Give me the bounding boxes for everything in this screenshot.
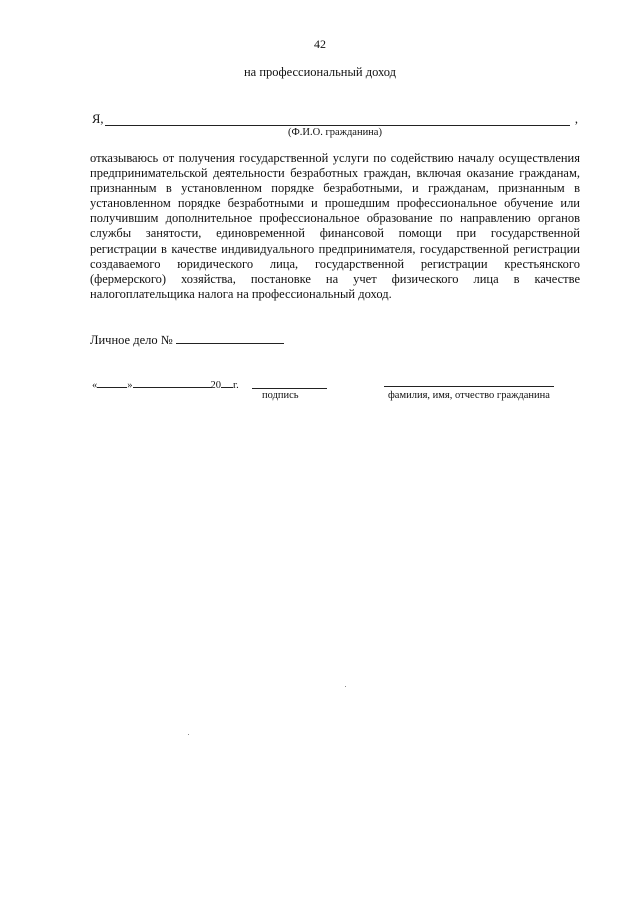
scan-speck [188,734,189,735]
year-prefix: 20 [210,380,221,391]
name-fill-line [92,112,578,128]
name-prefix: Я, [92,112,104,126]
page-number: 42 [314,37,326,51]
signature-underline [252,388,327,389]
day-underline [97,377,127,388]
year-underline [221,377,233,388]
fullname-caption: фамилия, имя, отчество гражданина [388,390,550,401]
fio-caption: (Ф.И.О. гражданина) [288,127,382,138]
personal-case-line [90,333,284,348]
scan-speck [345,686,346,687]
date-line [92,377,239,391]
date-open-quote: « [92,380,98,391]
statement-body: отказываюсь от получения государственной услуги по содействию началу осуществления предпринимательской деятельности безработных граждан, включая оказание гражданам, признанным в установленном порядке безработными, и гражданам, признанным в установленном порядке безработными и прошедшим профессиональное обучение или получившим дополнительное профессиональное образование по направлению органов службы занятости, единовременной финансовой помощи при государственной регистрации в качестве индивидуального предпринимателя, государственной регистрации создаваемого юридического лица, государственной регистрации крестьянского (фермерского) хозяйства, постановке на учет физического лица в качестве налогоплательщика налога на профессиональный доход. [90,151,580,301]
fullname-underline [384,386,554,387]
personal-case-label: Личное дело № [90,333,173,347]
name-underline [105,125,570,126]
name-suffix: , [574,112,578,126]
document-heading: на профессиональный доход [243,65,397,79]
month-underline [133,377,211,388]
date-close-quote: » [127,380,133,391]
signature-caption: подпись [262,390,299,401]
personal-case-underline [176,342,284,344]
year-suffix: г. [233,380,239,391]
